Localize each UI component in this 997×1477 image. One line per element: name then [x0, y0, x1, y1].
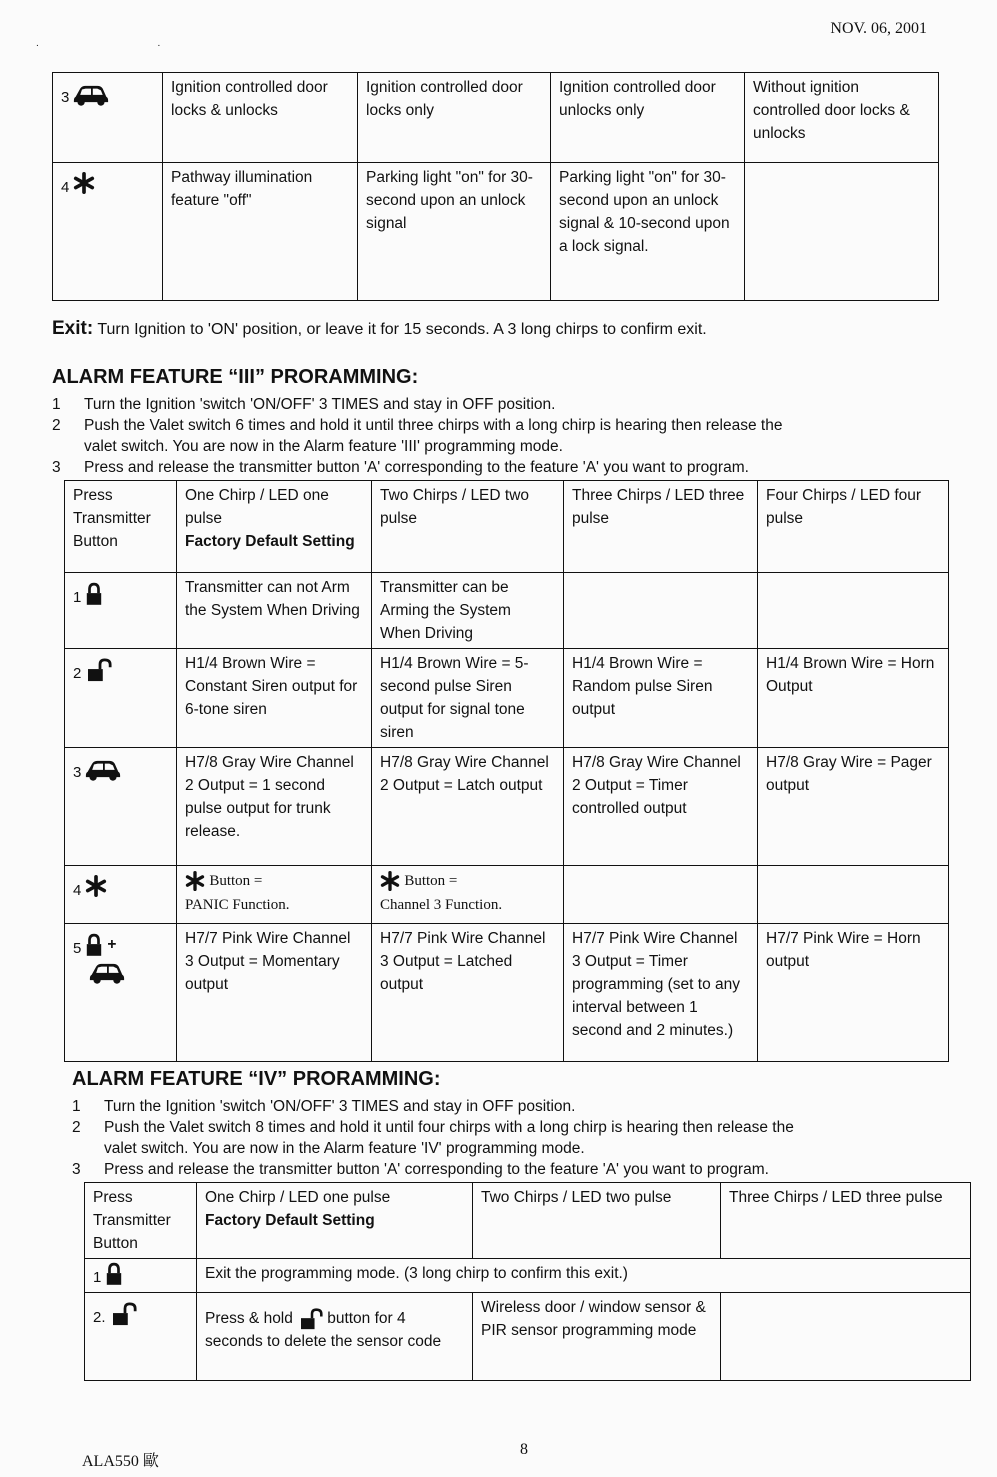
table-cell — [758, 866, 949, 924]
table-cell: Ignition controlled door unlocks only — [551, 73, 745, 163]
table-row: 1 Exit the programming mode. (3 long chirp to confirm this exit.) — [85, 1259, 971, 1293]
table-cell: H7/8 Gray Wire Channel 2 Output = Latch output — [372, 748, 564, 866]
feature-table-top — [52, 72, 939, 301]
exit-label: Exit: — [52, 318, 94, 339]
table-cell: H7/8 Gray Wire Channel 2 Output = 1 second pulse output for trunk release. — [177, 748, 372, 866]
table-cell: Parking light "on" for 30- second upon an unlock signal & 10-second upon a lock signal. — [551, 163, 745, 301]
asterisk-icon — [73, 172, 95, 194]
table-cell: Button = Channel 3 Function. — [372, 866, 564, 924]
feature4-table — [84, 1182, 971, 1381]
table-cell: H1/4 Brown Wire = Horn Output — [758, 649, 949, 748]
header-three-chirps: Three Chirps / LED three pulse — [564, 481, 758, 573]
table-cell: Parking light "on" for 30- second upon an unlock signal — [358, 163, 551, 301]
table-cell — [721, 1293, 971, 1381]
table-cell: Pathway illumination feature "off" — [163, 163, 358, 301]
scan-specks: . . — [36, 38, 219, 49]
table-cell: H7/7 Pink Wire Channel 3 Output = Timer programming (set to any interval between 1 second and 2 minutes.) — [564, 924, 758, 1062]
unlock-icon — [110, 1302, 140, 1326]
table-row: 2 H1/4 Brown Wire = Constant Siren output for 6-tone siren H1/4 Brown Wire = 5-second pulse Siren output for signal tone siren H1/4 Brown Wire = Random pulse Siren output H1/4 Brown Wire = Horn Output — [65, 649, 949, 748]
table-row: 3 H7/8 Gray Wire Channel 2 Output = 1 second pulse output for trunk release. H7/8 Gray Wire Channel 2 Output = Latch output H7/8 Gray Wire Channel 2 Output = Timer controlled output H7/8 Gray Wire = Pager output — [65, 748, 949, 866]
table-cell: H7/8 Gray Wire = Pager output — [758, 748, 949, 866]
car-icon — [85, 757, 121, 781]
step-continuation: valet switch. You are now in the Alarm feature 'IV' programming mode. — [104, 1140, 585, 1157]
feature4-title: ALARM FEATURE “IV” PRORAMMING: — [72, 1068, 441, 1090]
feature3-title: ALARM FEATURE “III” PRORAMMING: — [52, 366, 419, 388]
step: 3 Press and release the transmitter button 'A' corresponding to the feature 'A' you want to program. — [52, 459, 749, 476]
table-cell: Without ignition controlled door locks & unlocks — [745, 73, 939, 163]
header-four-chirps: Four Chirps / LED four pulse — [758, 481, 949, 573]
table-row — [53, 163, 939, 301]
asterisk-icon — [185, 871, 205, 891]
table-row: 4 Button = PANIC Function. Button = Channel 3 Function. — [65, 866, 949, 924]
plus-sign: + — [107, 936, 117, 953]
exit-instruction — [52, 318, 707, 340]
lock-icon — [85, 582, 103, 606]
lock-icon — [105, 1262, 123, 1286]
table-cell: H7/7 Pink Wire Channel 3 Output = Momentary output — [177, 924, 372, 1062]
car-icon — [73, 82, 109, 106]
document-date: NOV. 06, 2001 — [830, 20, 927, 37]
feature4-steps — [72, 1096, 972, 1180]
table-cell: H1/4 Brown Wire = Random pulse Siren output — [564, 649, 758, 748]
table-cell — [564, 573, 758, 649]
model-code: ALA550 歐 — [82, 1453, 159, 1470]
table-cell: Wireless door / window sensor & PIR sensor programming mode — [473, 1293, 721, 1381]
asterisk-icon — [85, 875, 107, 897]
step: 2 Push the Valet switch 8 times and hold it until four chirps with a long chirp is hearing then release the — [72, 1119, 794, 1136]
table-cell — [758, 573, 949, 649]
step-continuation: valet switch. You are now in the Alarm feature 'III' programming mode. — [84, 438, 563, 455]
table-cell: H7/7 Pink Wire Channel 3 Output = Latched output — [372, 924, 564, 1062]
table-row: 2. Press & hold button for 4 seconds to delete the sensor code Wireless door / window sensor & PIR sensor programming mode — [85, 1293, 971, 1381]
lock-icon — [85, 933, 103, 957]
feature3-table — [64, 480, 949, 1062]
header-three-chirps: Three Chirps / LED three pulse — [721, 1183, 971, 1259]
table-cell: Press & hold button for 4 seconds to delete the sensor code — [197, 1293, 473, 1381]
header-press: Press Transmitter Button — [65, 481, 177, 573]
table-row: 1 Transmitter can not Arm the System When Driving Transmitter can be Arming the System When Driving — [65, 573, 949, 649]
asterisk-icon — [380, 871, 400, 891]
car-icon — [89, 960, 125, 984]
unlock-icon — [85, 658, 115, 682]
step: 1 Turn the Ignition 'switch 'ON/OFF' 3 TIMES and stay in OFF position. — [52, 396, 556, 413]
row-number: 4 — [61, 179, 70, 196]
step: 3 Press and release the transmitter button 'A' corresponding to the feature 'A' you want to program. — [72, 1161, 769, 1178]
table-row — [53, 73, 939, 163]
table-header-row — [65, 481, 949, 573]
table-row: 5 + H7/7 Pink Wire Channel 3 Output = Momentary output H7/7 Pink Wire Channel 3 Output = Latched output H7/7 Pink Wire Channel 3 Output = Timer programming (set to any interval between 1 second and 2 minutes.) H7/7 Pink Wire = Horn output — [65, 924, 949, 1062]
row-number: 3 — [61, 89, 70, 106]
table-cell: Exit the programming mode. (3 long chirp to confirm this exit.) — [197, 1259, 971, 1293]
table-cell: H7/8 Gray Wire Channel 2 Output = Timer controlled output — [564, 748, 758, 866]
table-cell: H1/4 Brown Wire = Constant Siren output for 6-tone siren — [177, 649, 372, 748]
header-two-chirps: Two Chirps / LED two pulse — [473, 1183, 721, 1259]
table-cell: H1/4 Brown Wire = 5-second pulse Siren output for signal tone siren — [372, 649, 564, 748]
table-cell: Ignition controlled door locks only — [358, 73, 551, 163]
page-number: 8 — [520, 1441, 528, 1458]
table-cell: Transmitter can be Arming the System When Driving — [372, 573, 564, 649]
table-cell — [745, 163, 939, 301]
header-one-chirp: One Chirp / LED one pulse Factory Default Setting — [177, 481, 372, 573]
table-cell: Button = PANIC Function. — [177, 866, 372, 924]
header-press: Press Transmitter Button — [85, 1183, 197, 1259]
header-one-chirp: One Chirp / LED one pulse Factory Default Setting — [197, 1183, 473, 1259]
feature3-steps — [52, 394, 952, 478]
step: 2 Push the Valet switch 6 times and hold it until three chirps with a long chirp is hearing then release the — [52, 417, 783, 434]
step: 1 Turn the Ignition 'switch 'ON/OFF' 3 TIMES and stay in OFF position. — [72, 1098, 576, 1115]
table-header-row — [85, 1183, 971, 1259]
header-two-chirps: Two Chirps / LED two pulse — [372, 481, 564, 573]
table-cell — [564, 866, 758, 924]
table-cell: Transmitter can not Arm the System When Driving — [177, 573, 372, 649]
table-cell: H7/7 Pink Wire = Horn output — [758, 924, 949, 1062]
unlock-icon — [297, 1308, 327, 1330]
table-cell: Ignition controlled door locks & unlocks — [163, 73, 358, 163]
exit-text: Turn Ignition to 'ON' position, or leave it for 15 seconds. A 3 long chirps to confirm exit. — [93, 321, 707, 338]
